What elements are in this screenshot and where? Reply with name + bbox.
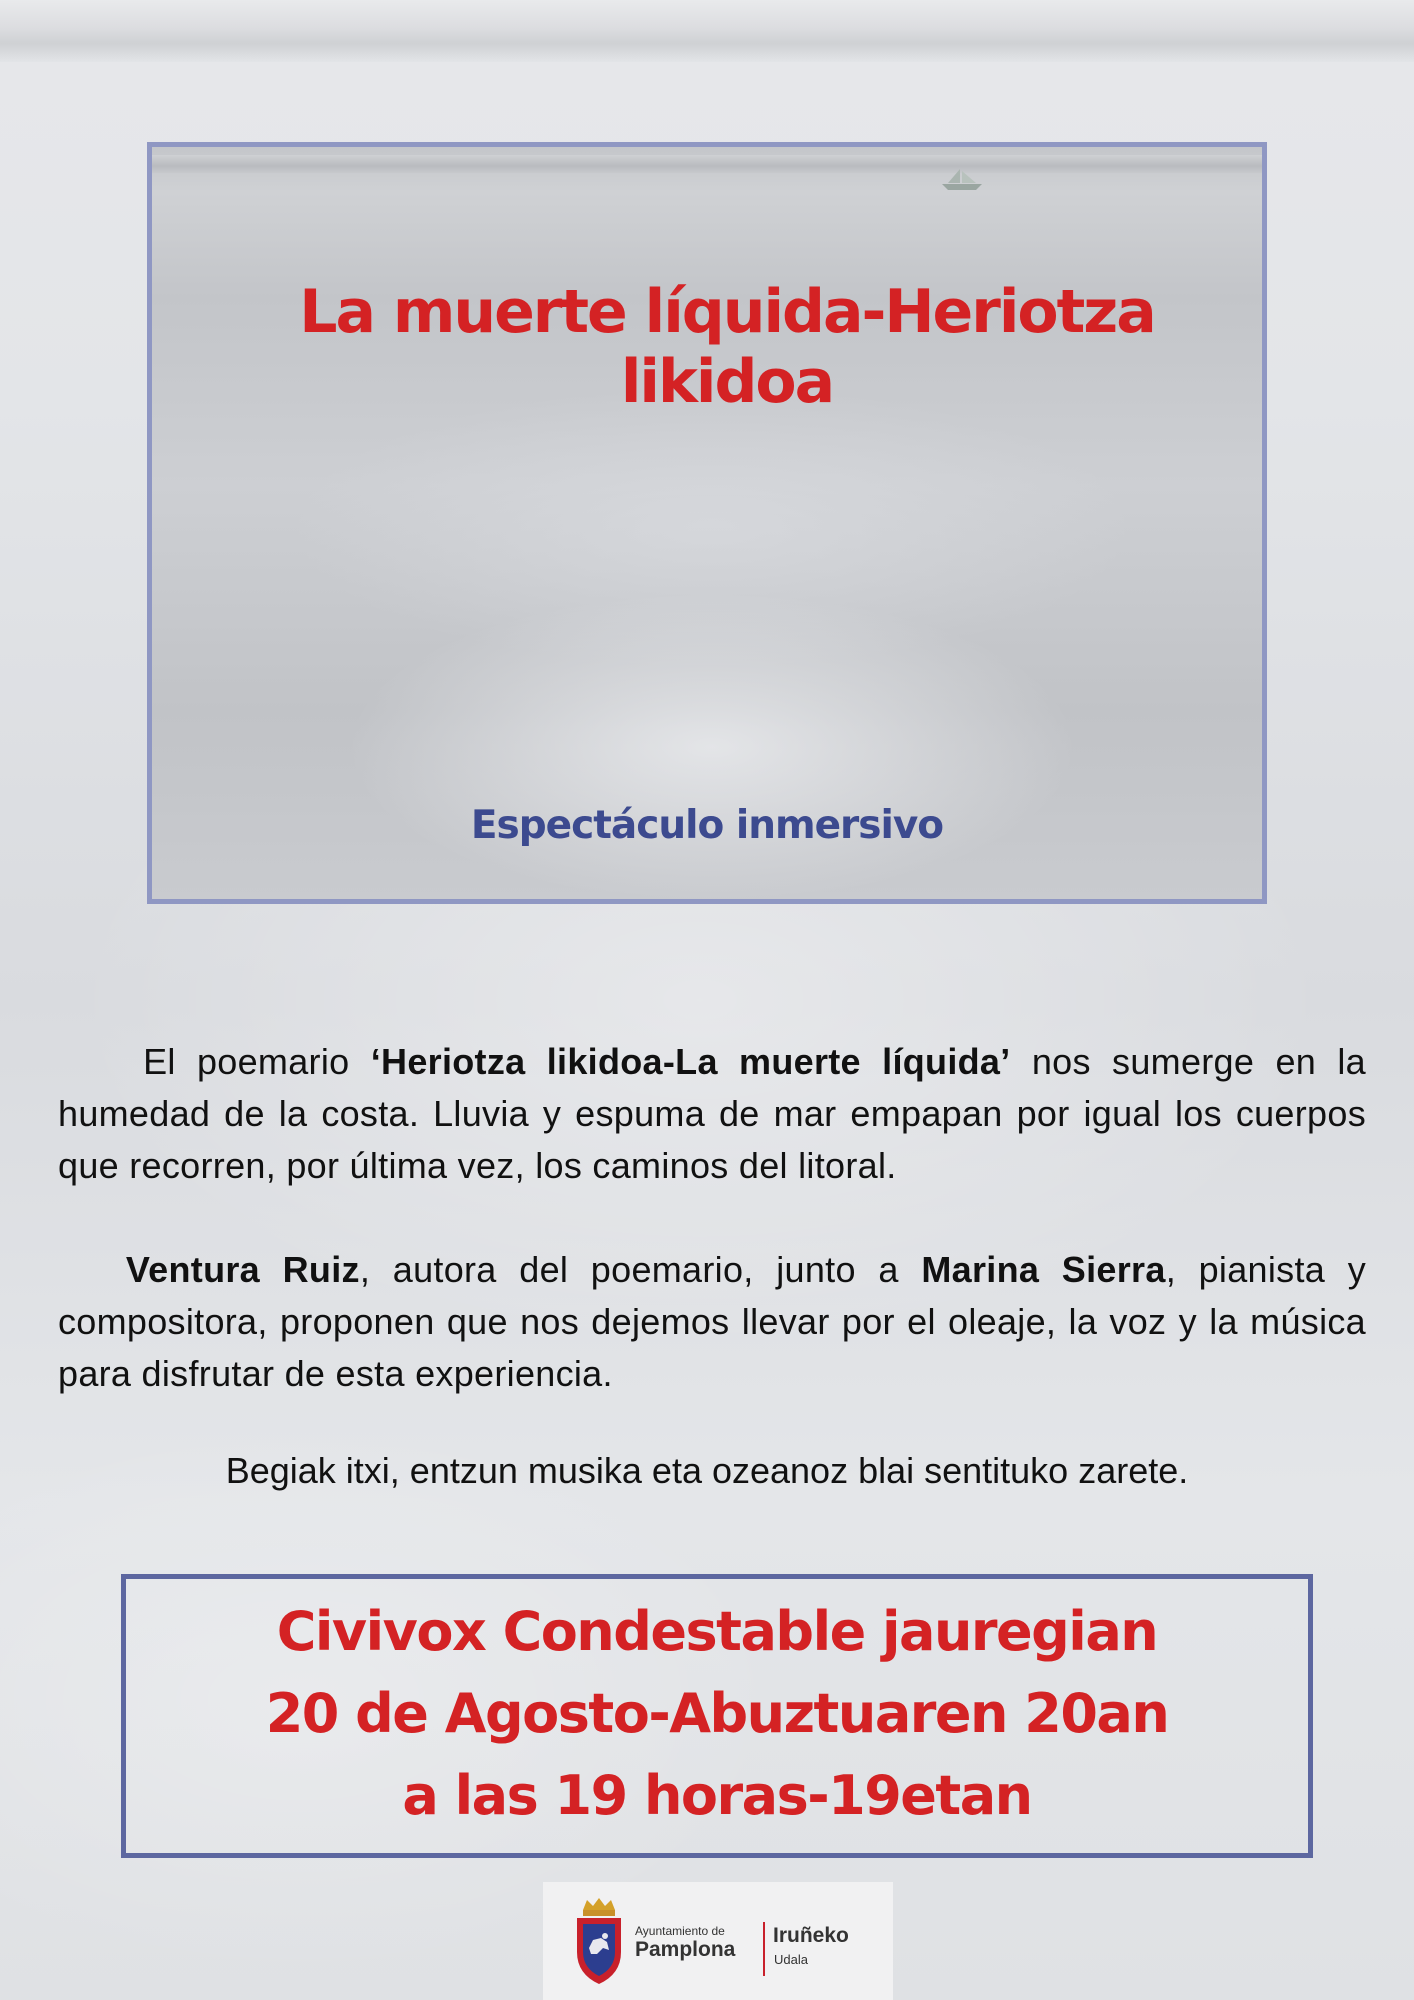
hero-horizon	[152, 155, 1262, 173]
logo-divider	[763, 1922, 765, 1976]
logo-city-name: Pamplona	[635, 1938, 736, 1961]
boat-icon	[938, 167, 986, 193]
poster-subtitle: Espectáculo inmersivo	[470, 803, 944, 848]
coat-of-arms-icon	[571, 1896, 627, 1988]
poster-title: La muerte líquida-Heriotza likidoa	[299, 277, 1155, 417]
event-venue: Civivox Condestable jauregian	[276, 1600, 1158, 1663]
quote-open: ‘	[370, 1041, 382, 1082]
credits-paragraph	[58, 1244, 1366, 1400]
event-info-box	[121, 1574, 1313, 1858]
author-name: Ventura Ruiz	[125, 1249, 360, 1290]
quote-close: ’	[1000, 1041, 1011, 1082]
logo-basque-label: Udala	[774, 1952, 808, 1967]
basque-tagline: Begiak itxi, entzun musika eta ozeanoz blai sentituko zarete.	[225, 1450, 1189, 1491]
city-council-logo	[543, 1882, 893, 2000]
work-title: Heriotza likidoa-La muerte líquida	[381, 1041, 1001, 1082]
credits-rest: , pianista y compositora, proponen que nos dejemos llevar por el oleaje, la voz y la música para disfrutar de esta experiencia.	[58, 1249, 1367, 1394]
logo-small-label: Ayuntamiento de	[635, 1924, 725, 1938]
description-lead: El poemario	[143, 1041, 371, 1082]
credits-middle: , autora del poemario, junto a	[359, 1249, 922, 1290]
logo-basque-name: Iruñeko	[773, 1924, 849, 1947]
event-time: a las 19 horas-19etan	[402, 1764, 1032, 1827]
description-rest: nos sumerge en la humedad de la costa. Lluvia y espuma de mar empapan por igual los cuerpos que recorren, por última vez, los caminos del litoral.	[58, 1041, 1367, 1186]
event-date: 20 de Agosto-Abuztuaren 20an	[265, 1682, 1169, 1745]
sea-horizon-band	[0, 0, 1414, 62]
description-paragraph	[58, 1036, 1366, 1192]
musician-name: Marina Sierra	[921, 1249, 1166, 1290]
hero-image-frame	[147, 142, 1267, 904]
